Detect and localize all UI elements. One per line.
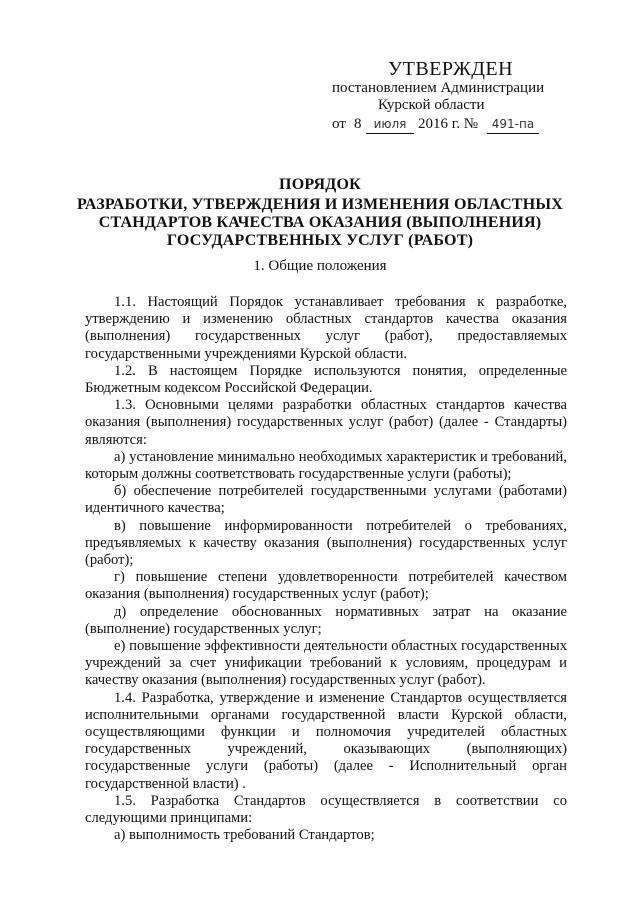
title-line-4: ГОСУДАРСТВЕННЫХ УСЛУГ (РАБОТ)	[166, 232, 474, 249]
document-title	[60, 176, 580, 250]
list-item-g: г) повышение степени удовлетворенности потребителей качеством оказания (выполнения) государственных услуг (работ);	[85, 569, 567, 603]
paragraph-1-1: 1.1. Настоящий Порядок устанавливает требования к разработке, утверждению и изменению областных стандартов качества оказания (выполнения) государственных услуг (работ), предоставляемых государственными учреждениями Курской области.	[85, 294, 567, 362]
date-number: 491-па	[487, 116, 539, 134]
paragraph-1-4: 1.4. Разработка, утверждение и изменение Стандартов осуществляется исполнительными органами государственной власти Курской области, осуществляющими функции и полномочия учредителей областных государственных учреждений, оказывающих (выполняющих) государственные услуги (работы) (далее - Исполнительный орган государственной власти) .	[85, 689, 567, 792]
section-heading: 1. Общие положения	[253, 258, 387, 274]
paragraph-1-5: 1.5. Разработка Стандартов осуществляется в соответствии со следующими принципами:	[85, 792, 567, 827]
list-item-a: а) установление минимально необходимых характеристик и требований, которым должны соответствовать государственные услуги (работы);	[85, 448, 567, 483]
date-prefix: от	[332, 116, 346, 132]
date-month: июля	[366, 116, 414, 134]
paragraph-1-2: 1.2. В настоящем Порядке используются понятия, определенные Бюджетным кодексом Российской Федерации.	[85, 362, 567, 397]
title-line-1: ПОРЯДОК	[279, 176, 361, 193]
document-body	[85, 294, 567, 845]
approval-block	[330, 58, 570, 134]
approval-region: Курской области	[378, 97, 485, 113]
list-item-b: б) обеспечение потребителей государственными услугами (работами) идентичного качества;	[85, 483, 567, 517]
date-year: 2016 г. №	[418, 116, 479, 132]
approved-stamp-title: УТВЕРЖДЕН	[388, 58, 514, 80]
list-item-v: в) повышение информированности потребителей о требованиях, предъявляемых к качеству оказания (выполнения) государственных услуг (работ);	[85, 517, 567, 569]
title-line-2: РАЗРАБОТКИ, УТВЕРЖДЕНИЯ И ИЗМЕНЕНИЯ ОБЛАСТНЫХ	[76, 196, 564, 213]
approval-decree: постановлением Администрации	[332, 80, 545, 96]
approval-date-line	[330, 114, 570, 134]
list-item-a-2: а) выполнимость требований Стандартов;	[114, 827, 375, 844]
paragraph-1-3: 1.3. Основными целями разработки областных стандартов качества оказания (выполнения) государственных услуг (работ) (далее - Стандарты) являются:	[85, 397, 567, 448]
list-item-e: е) повышение эффективности деятельности областных государственных учреждений за счет унификации требований к условиям, процедурам и качеству оказания (выполнения) государственных услуг (работ).	[85, 638, 567, 689]
date-day: 8	[354, 116, 362, 132]
list-item-d: д) определение обоснованных нормативных затрат на оказание (выполнение) государственных услуг;	[85, 603, 567, 637]
title-line-3: СТАНДАРТОВ КАЧЕСТВА ОКАЗАНИЯ (ВЫПОЛНЕНИЯ)	[98, 214, 542, 231]
